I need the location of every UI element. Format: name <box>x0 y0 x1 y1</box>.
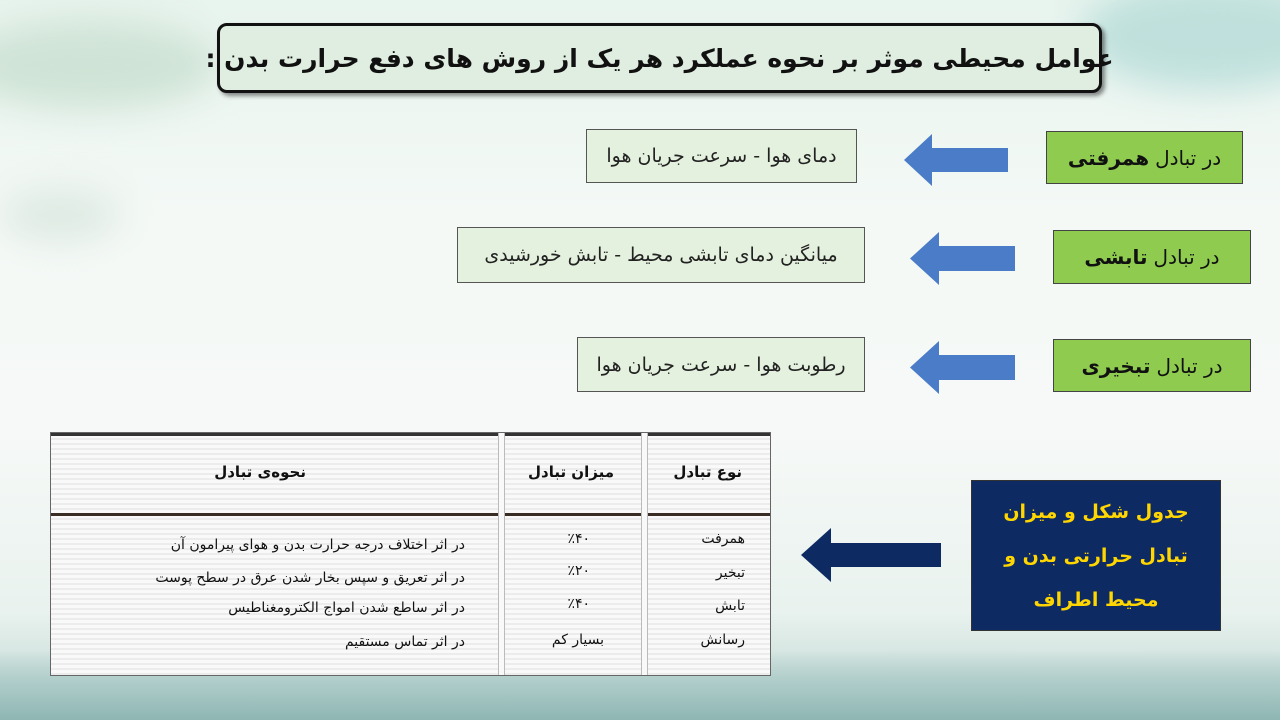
left-arrow-icon <box>801 528 941 582</box>
table-header-rule <box>51 513 770 516</box>
label-bold: تابشی <box>1084 245 1148 269</box>
value-text: دمای هوا - سرعت جریان هوا <box>606 145 837 167</box>
label-bold: تبخیری <box>1081 353 1151 378</box>
table-cell: در اثر اختلاف درجه حرارت بدن و هوای پیرامون آن <box>170 537 465 553</box>
table-cell: تابش <box>715 598 745 614</box>
table-cell: ٪۲۰ <box>567 563 590 579</box>
table-cell: ٪۴۰ <box>567 531 590 547</box>
table-header-method: نحوه‌ی تبادل <box>214 463 306 481</box>
background-cloud <box>0 20 220 110</box>
caption-line: جدول شکل و میزان <box>1003 500 1189 523</box>
left-arrow-icon <box>904 134 1008 186</box>
title-box <box>205 23 1114 93</box>
label-bold: همرفتی <box>1067 145 1150 170</box>
label-radiant <box>1053 230 1251 284</box>
label-prefix: در تبادل <box>1156 353 1223 378</box>
table-cell: در اثر تعریق و سپس بخار شدن عرق در سطح پوست <box>155 570 465 586</box>
background-cloud <box>0 190 120 240</box>
caption-line: تبادل حرارتی بدن و <box>1004 544 1188 567</box>
table-header-type: نوع تبادل <box>673 463 742 481</box>
label-prefix: در تبادل <box>1155 145 1222 170</box>
table-cell: تبخیر <box>715 565 745 581</box>
left-arrow-icon <box>910 341 1015 394</box>
heat-exchange-table <box>50 432 771 676</box>
table-cell: رسانش <box>700 632 745 648</box>
value-text: میانگین دمای تابشی محیط - تابش خورشیدی <box>484 244 838 266</box>
value-text: رطوبت هوا - سرعت جریان هوا <box>596 353 846 376</box>
label-evaporative <box>1053 339 1251 392</box>
label-convective <box>1046 131 1243 184</box>
table-cell: همرفت <box>701 531 745 547</box>
table-caption-box <box>971 480 1221 631</box>
left-arrow-icon <box>910 232 1015 285</box>
table-header-rate: میزان تبادل <box>527 463 614 481</box>
table-cell: در اثر ساطع شدن امواج الکترومغناطیس <box>228 600 465 616</box>
value-radiant <box>457 227 865 283</box>
value-convective <box>586 129 857 183</box>
caption-line: محیط اطراف <box>1033 588 1159 611</box>
label-prefix: در تبادل <box>1153 245 1220 269</box>
page-title: عوامل محیطی موثر بر نحوه عملکرد هر یک از روش های دفع حرارت بدن : <box>205 43 1114 73</box>
table-cell: بسیار کم <box>551 632 604 648</box>
table-cell: ٪۴۰ <box>567 596 590 612</box>
table-top-rule <box>51 433 770 436</box>
table-column-divider <box>641 433 648 675</box>
table-column-divider <box>498 433 505 675</box>
table-cell: در اثر تماس مستقیم <box>344 634 465 650</box>
value-evaporative <box>577 337 865 392</box>
